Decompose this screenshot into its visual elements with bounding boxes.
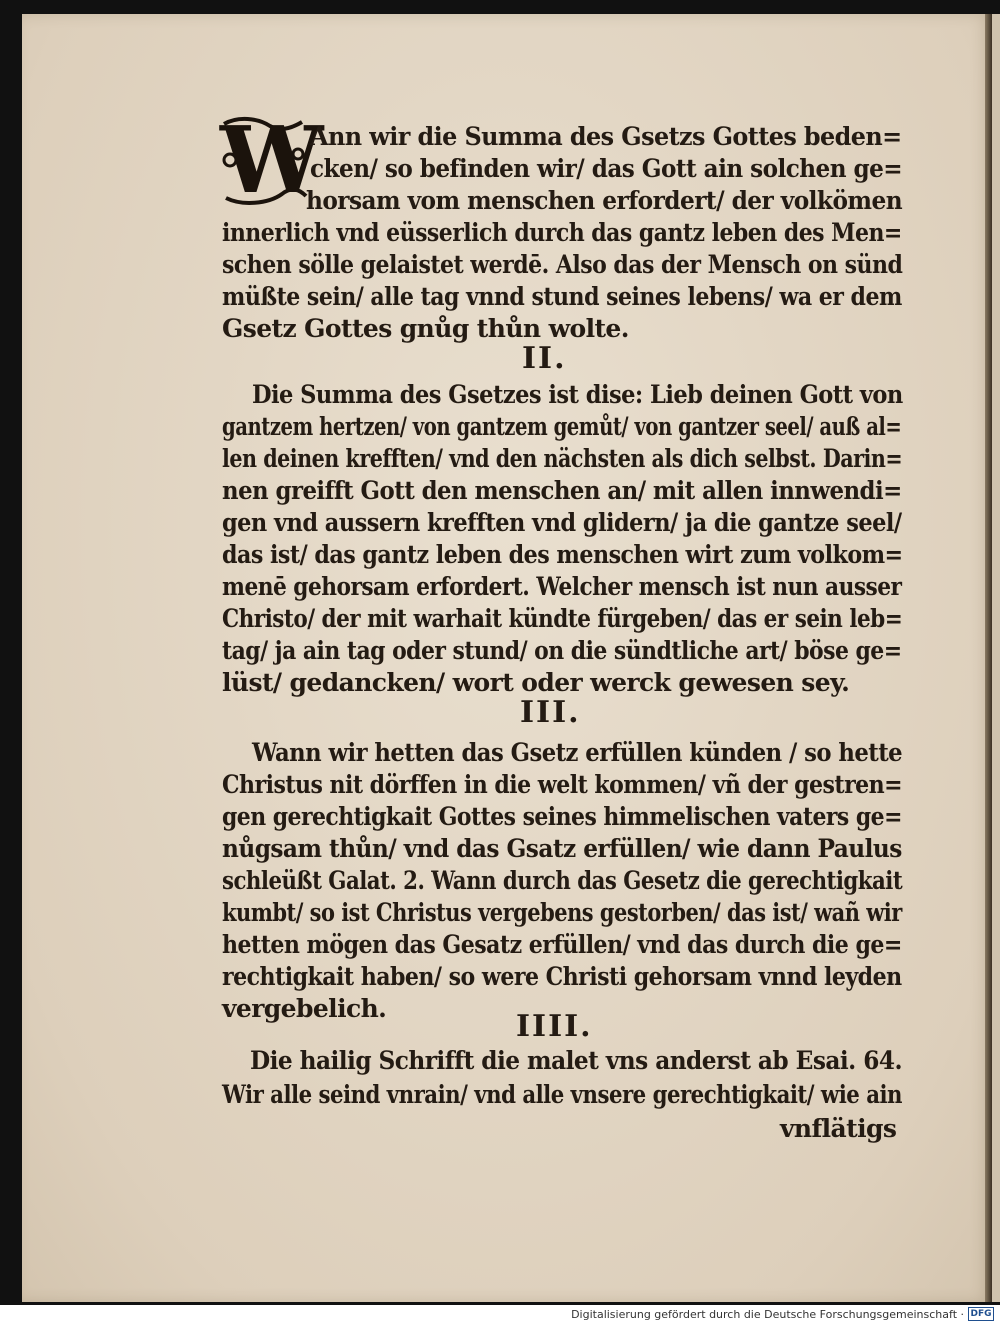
text-line: müßte sein/ alle tag vnnd stund seines lebens/ wa er dem	[222, 282, 902, 311]
text-line: hetten mögen das Gesatz erfüllen/ vnd das durch die ge=	[222, 930, 902, 959]
text-line: Gsetz Gottes gnůg thůn wolte.	[222, 314, 629, 343]
text-line: nen greifft Gott den menschen an/ mit allen innwendi=	[222, 476, 902, 505]
text-line: Die hailig Schrifft die malet vns anderst ab Esai. 64.	[250, 1046, 902, 1075]
text-line: schleüßt Galat. 2. Wann durch das Gesetz die gerechtigkait	[222, 866, 903, 895]
text-line: Christo/ der mit warhait kündte fürgeben/ das er sein leb=	[222, 604, 903, 633]
text-line: gen vnd aussern krefften vnd glidern/ ja die gantze seel/	[222, 508, 902, 537]
section-numeral: II.	[522, 341, 567, 376]
text-line: innerlich vnd eüsserlich durch das gantz leben des Men=	[222, 218, 902, 247]
text-line: gantzem hertzen/ von gantzem gemůt/ von gantzer seel/ auß al=	[222, 412, 902, 441]
section-numeral: III.	[520, 695, 581, 730]
text-line: Ann wir die Summa des Gsetzs Gottes beden=	[310, 122, 902, 151]
text-line: nůgsam thůn/ vnd das Gsatz erfüllen/ wie dann Paulus	[222, 834, 902, 863]
drop-cap-initial: W	[220, 106, 324, 214]
text-line: kumbt/ so ist Christus vergebens gestorben/ das ist/ wañ wir	[222, 898, 902, 927]
text-line: Wann wir hetten das Gsetz erfüllen künden / so hette	[252, 738, 903, 767]
text-line: Die Summa des Gsetzes ist dise: Lieb deinen Gott von	[252, 380, 903, 409]
funding-note: Digitalisierung gefördert durch die Deutsche Forschungsgemeinschaft ·	[571, 1308, 964, 1321]
text-line: menē gehorsam erfordert. Welcher mensch ist nun ausser	[222, 572, 902, 601]
dfg-logo: DFG	[968, 1307, 994, 1321]
text-line: schen sölle gelaistet werdē. Also das der Mensch on sünd	[222, 250, 903, 279]
catchword: vnflätigs	[780, 1114, 897, 1143]
text-line: len deinen krefften/ vnd den nächsten als dich selbst. Darin=	[222, 444, 903, 473]
text-line: vergebelich.	[222, 994, 387, 1023]
text-line: Christus nit dörffen in die welt kommen/ vñ der gestren=	[222, 770, 903, 799]
text-line: das ist/ das gantz leben des menschen wirt zum volkom=	[222, 540, 903, 569]
text-line: gen gerechtigkait Gottes seines himmelischen vaters ge=	[222, 802, 902, 831]
text-line: tag/ ja ain tag oder stund/ on die sündtliche art/ böse ge=	[222, 636, 902, 665]
text-line: horsam vom menschen erfordert/ der volkömen	[306, 186, 903, 215]
section-numeral: IIII.	[516, 1009, 593, 1044]
text-line: cken/ so befinden wir/ das Gott ain solchen ge=	[310, 154, 903, 183]
text-line: rechtigkait haben/ so were Christi gehorsam vnnd leyden	[222, 962, 902, 991]
digitization-footer	[0, 1305, 1000, 1325]
text-line: lüst/ gedancken/ wort oder werck gewesen sey.	[222, 668, 850, 697]
text-line: Wir alle seind vnrain/ vnd alle vnsere gerechtigkait/ wie ain	[222, 1080, 903, 1109]
